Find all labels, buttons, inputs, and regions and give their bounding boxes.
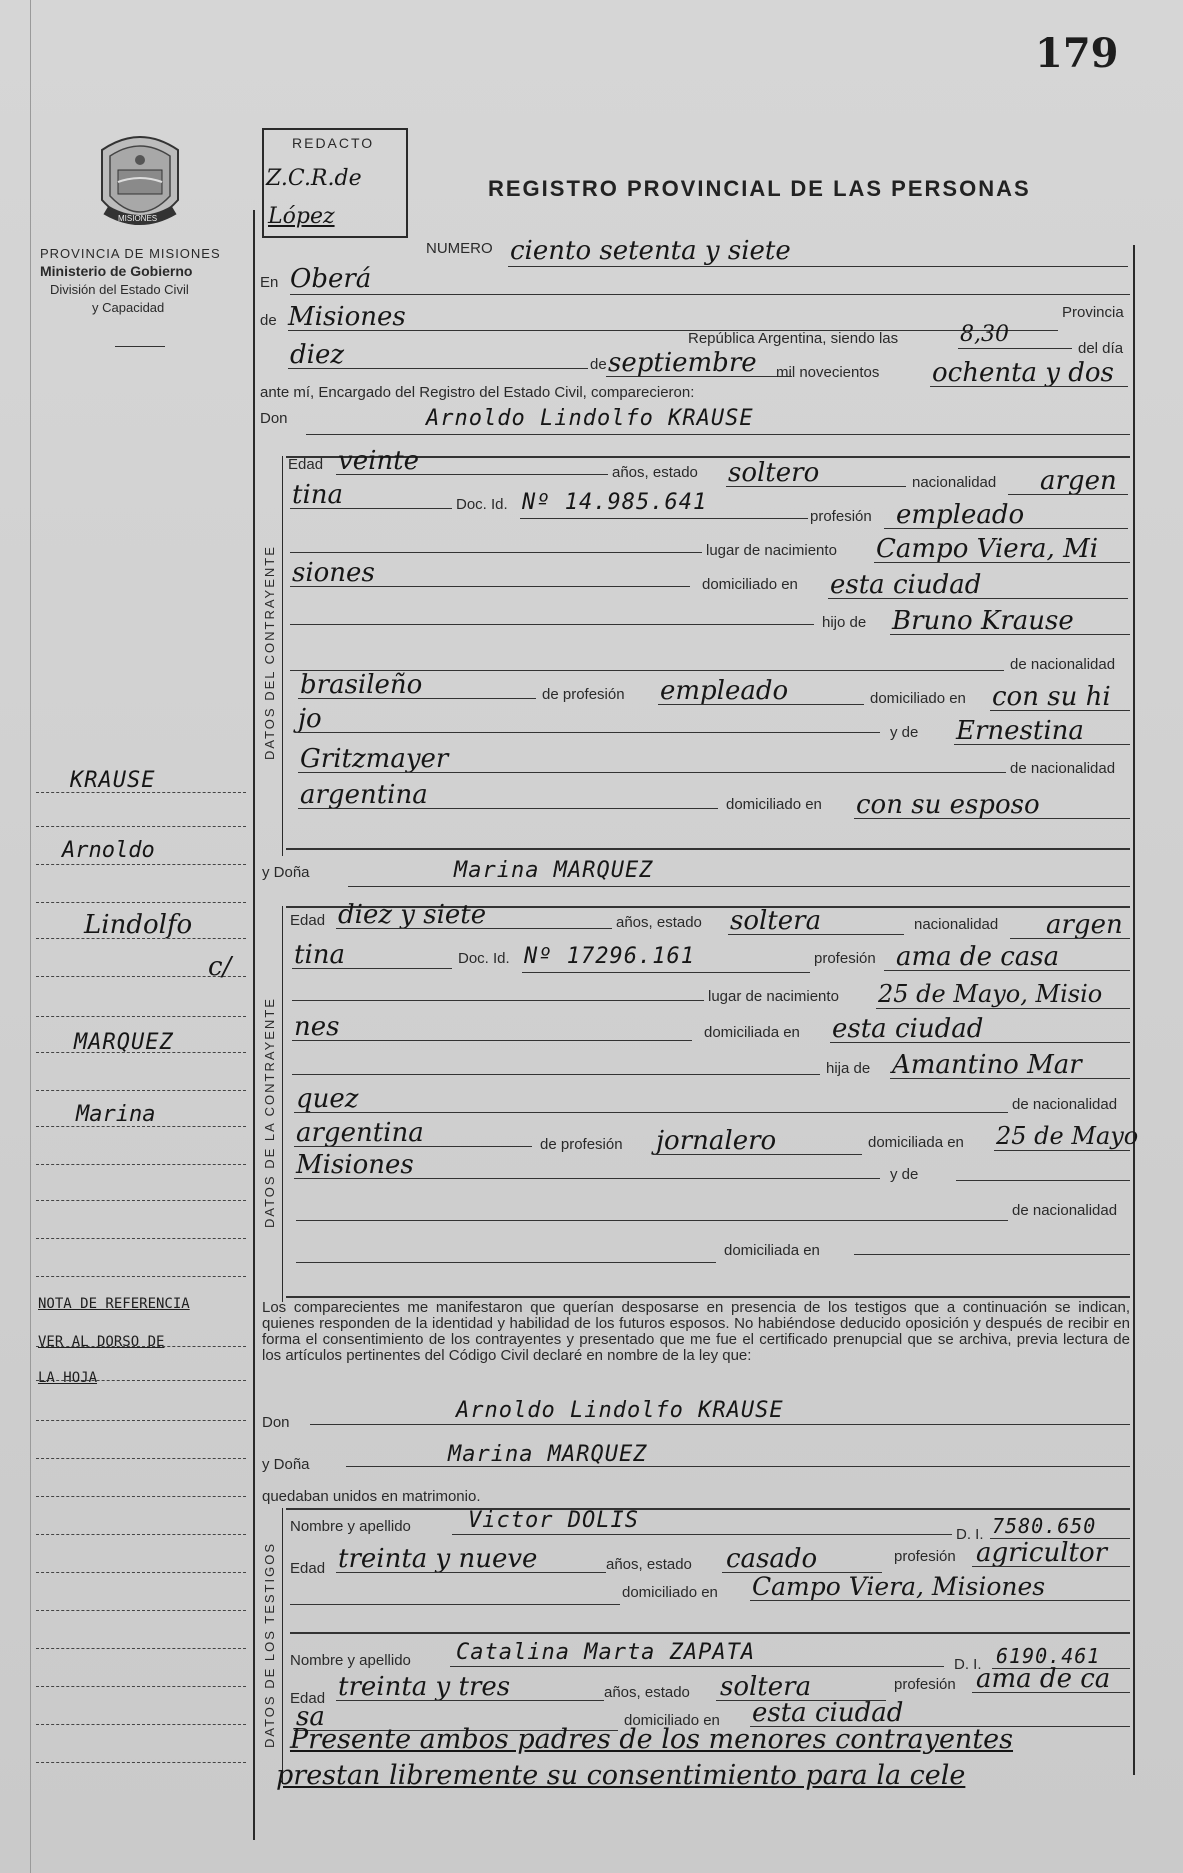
margin-line bbox=[36, 1200, 246, 1201]
f-padre-nac-rule bbox=[294, 1146, 532, 1147]
c-domic-rule-a bbox=[290, 586, 690, 587]
t2-prof-label: profesión bbox=[894, 1676, 956, 1693]
ministry-line-1: PROVINCIA DE MISIONES bbox=[40, 246, 221, 261]
t2-nombre-label: Nombre y apellido bbox=[290, 1652, 411, 1669]
c-hijo-rule-a bbox=[290, 624, 814, 625]
testigos-left-bar bbox=[282, 1508, 283, 1784]
t1-domic-rule bbox=[750, 1600, 1130, 1601]
c-madre-domic: con su esposo bbox=[856, 790, 1040, 820]
c-yde-rule-a bbox=[296, 732, 880, 733]
c-edad-label: Edad bbox=[288, 456, 324, 473]
f-lugar-value: 25 de Mayo, Misio bbox=[878, 980, 1103, 1008]
dia-value: diez bbox=[290, 340, 345, 370]
c-prof-rule bbox=[884, 528, 1128, 529]
c-edad-value: veinte bbox=[338, 446, 419, 476]
ministry-line-4: y Capacidad bbox=[92, 300, 165, 315]
margin-line bbox=[36, 902, 246, 903]
c-domic-rule bbox=[828, 598, 1128, 599]
dona-rule bbox=[348, 886, 1130, 887]
f-de-prof-label: de profesión bbox=[540, 1136, 623, 1153]
c-y-de-label: y de bbox=[890, 724, 919, 741]
f-yde-rule-a bbox=[294, 1178, 880, 1179]
ministry-line-2: Ministerio de Gobierno bbox=[40, 263, 193, 279]
redacto-label: REDACTO bbox=[292, 135, 375, 151]
c-padre-domic: con su hi bbox=[992, 682, 1111, 712]
mes-value: septiembre bbox=[608, 348, 757, 378]
f-anos-label: años, estado bbox=[616, 914, 702, 931]
contrayente-left-bar bbox=[282, 456, 283, 856]
f-padre-value: Amantino Mar bbox=[892, 1050, 1082, 1080]
decl-dona-value: Marina MARQUEZ bbox=[448, 1442, 648, 1467]
t1-prof-label: profesión bbox=[894, 1548, 956, 1565]
c-madre-rule bbox=[954, 744, 1130, 745]
c-padre-domic-2: jo bbox=[298, 704, 322, 734]
f-padre-value-2: quez bbox=[296, 1084, 359, 1114]
c-lugar-value-2: siones bbox=[292, 558, 375, 588]
c-madre-domic-label: domiciliado en bbox=[726, 796, 822, 813]
margin-line bbox=[36, 1458, 246, 1459]
t1-anos-label: años, estado bbox=[606, 1556, 692, 1573]
f-lugar-rule-a bbox=[292, 1000, 704, 1001]
f-padre-domic-label: domiciliada en bbox=[868, 1134, 964, 1151]
margin-line bbox=[36, 1238, 246, 1239]
f-nac2-rule bbox=[292, 968, 452, 969]
seal-text: MISIONES bbox=[118, 214, 158, 223]
en-label: En bbox=[260, 274, 279, 291]
margin-line bbox=[36, 1016, 246, 1017]
c-padre-prof: empleado bbox=[660, 676, 789, 706]
f-edad-label: Edad bbox=[290, 912, 326, 929]
margin-name-3: Lindolfo bbox=[84, 910, 193, 940]
c-padre-domic-label: domiciliado en bbox=[870, 690, 966, 707]
f-de-nac-label: de nacionalidad bbox=[1012, 1096, 1118, 1113]
t1-nombre-rule bbox=[452, 1534, 952, 1535]
f-doc-label: Doc. Id. bbox=[458, 950, 510, 967]
c-madre-nac-rule-a bbox=[298, 772, 1006, 773]
republica-text: República Argentina, siendo las bbox=[688, 330, 899, 347]
f-padre-domic-2: Misiones bbox=[296, 1150, 414, 1180]
c-padre-rule bbox=[890, 634, 1130, 635]
f-padre-nac-rule-a bbox=[294, 1112, 1008, 1113]
de-label: de bbox=[260, 312, 277, 329]
margin-line bbox=[36, 1276, 246, 1277]
c-doc-rule bbox=[520, 518, 808, 519]
c-domic-value: esta ciudad bbox=[830, 570, 982, 600]
mil-text: mil novecientos bbox=[776, 364, 880, 381]
c-madre-nac: argentina bbox=[300, 780, 428, 810]
f-hija-label: hija de bbox=[826, 1060, 871, 1077]
t1-edad-rule bbox=[336, 1572, 606, 1573]
don-label: Don bbox=[260, 410, 288, 427]
c-prof-label: profesión bbox=[810, 508, 872, 525]
testigos-mid-rule bbox=[290, 1632, 1130, 1634]
decl-don-value: Arnoldo Lindolfo KRAUSE bbox=[456, 1398, 784, 1423]
f-madre-rule bbox=[956, 1180, 1130, 1181]
f-doc-rule bbox=[522, 972, 810, 973]
margin-note-3: LA HOJA bbox=[38, 1370, 98, 1386]
decl-dona-label: y Doña bbox=[262, 1456, 310, 1473]
nota-line-2: prestan libremente su consentimiento para la cele bbox=[276, 1760, 966, 1791]
c-madre-value-2: Gritzmayer bbox=[300, 744, 449, 774]
t2-prof-rule bbox=[972, 1692, 1130, 1693]
numero-label: NUMERO bbox=[426, 240, 493, 257]
c-nac-value-2: tina bbox=[292, 480, 344, 510]
c-edad-rule bbox=[336, 474, 608, 475]
ministry-line-3: División del Estado Civil bbox=[50, 282, 189, 297]
f-y-de-label: y de bbox=[890, 1166, 919, 1183]
dona-value: Marina MARQUEZ bbox=[454, 858, 654, 883]
f-de-nac-label-2: de nacionalidad bbox=[1012, 1202, 1118, 1219]
t1-prof-value: agricultor bbox=[976, 1538, 1108, 1568]
t1-estado-value: casado bbox=[726, 1544, 818, 1574]
c-prof-value: empleado bbox=[896, 500, 1025, 530]
t1-domic-label: domiciliado en bbox=[622, 1584, 718, 1601]
c-estado-rule bbox=[726, 486, 906, 487]
margin-line bbox=[36, 1724, 246, 1725]
margin-name-5: MARQUEZ bbox=[74, 1030, 174, 1055]
f-nac-value: argen bbox=[1046, 910, 1123, 940]
c-madre-domic-rule bbox=[854, 818, 1130, 819]
numero-value: ciento setenta y siete bbox=[510, 236, 791, 266]
f-madre-domic-rule-a bbox=[296, 1262, 716, 1263]
t2-prof-value: ama de ca bbox=[976, 1664, 1111, 1694]
c-doc-label: Doc. Id. bbox=[456, 496, 508, 513]
margin-line bbox=[36, 1164, 246, 1165]
c-madre-value: Ernestina bbox=[956, 716, 1084, 746]
anio-rule bbox=[930, 386, 1128, 387]
f-nac-label: nacionalidad bbox=[914, 916, 999, 933]
f-estado-rule bbox=[728, 934, 904, 935]
t2-nombre-rule bbox=[450, 1666, 944, 1667]
hora-value: 8,30 bbox=[960, 322, 1009, 347]
f-nac-rule bbox=[1010, 938, 1130, 939]
t1-nombre-value: Victor DOLIS bbox=[468, 1508, 639, 1533]
c-madre-nac-rule bbox=[298, 808, 718, 809]
t2-anos-label: años, estado bbox=[604, 1684, 690, 1701]
c-padre-prof-rule bbox=[658, 704, 864, 705]
t1-edad-label: Edad bbox=[290, 1560, 326, 1577]
f-domic-value: esta ciudad bbox=[832, 1014, 984, 1044]
f-doc-value: Nº 17296.161 bbox=[524, 944, 695, 969]
don-rule bbox=[306, 434, 1130, 435]
c-estado-value: soltero bbox=[728, 458, 820, 488]
c-padre-value: Bruno Krause bbox=[892, 606, 1074, 636]
f-madre-domic-label: domiciliada en bbox=[724, 1242, 820, 1259]
c-anos-label: años, estado bbox=[612, 464, 698, 481]
ante-text: ante mí, Encargado del Registro del Estado Civil, comparecieron: bbox=[260, 384, 695, 401]
f-prof-label: profesión bbox=[814, 950, 876, 967]
en-value: Oberá bbox=[290, 264, 372, 294]
f-nac-value-2: tina bbox=[294, 940, 346, 970]
redacto-hand: Z.C.R.de bbox=[266, 166, 362, 191]
f-padre-domic: 25 de Mayo bbox=[996, 1122, 1139, 1150]
c-lugar-rule bbox=[874, 562, 1130, 563]
contrayente-side-label: DATOS DEL CONTRAYENTE bbox=[262, 545, 277, 760]
c-nac2-rule bbox=[290, 508, 452, 509]
hora-rule bbox=[958, 348, 1072, 349]
del-dia-label: del día bbox=[1078, 340, 1124, 357]
f-prof-rule bbox=[884, 970, 1130, 971]
t2-edad-value: treinta y tres bbox=[338, 1672, 511, 1702]
mes-rule bbox=[606, 376, 792, 377]
margin-line bbox=[36, 1610, 246, 1611]
main-left-border bbox=[253, 210, 255, 1840]
contrayente-bottom-rule bbox=[286, 848, 1130, 850]
margin-line bbox=[36, 1648, 246, 1649]
decl-dona-rule bbox=[346, 1466, 1130, 1467]
t1-di-label: D. I. bbox=[956, 1526, 984, 1543]
c-nac-value: argen bbox=[1040, 466, 1117, 496]
decl-don-rule bbox=[310, 1424, 1130, 1425]
f-domic-rule bbox=[830, 1042, 1130, 1043]
f-edad-rule bbox=[336, 928, 612, 929]
de-value: Misiones bbox=[288, 302, 406, 332]
anio-value: ochenta y dos bbox=[932, 358, 1114, 388]
t2-domic-value: esta ciudad bbox=[752, 1698, 904, 1728]
margin-note-2: VER AL DORSO DE bbox=[38, 1334, 165, 1350]
f-lugar-rule bbox=[876, 1008, 1130, 1009]
f-domic-label: domiciliada en bbox=[704, 1024, 800, 1041]
dia-rule bbox=[288, 368, 588, 369]
margin-name-2: Arnoldo bbox=[62, 838, 155, 863]
page-number: 179 bbox=[1035, 30, 1119, 77]
margin-line bbox=[36, 1572, 246, 1573]
t2-nombre-value: Catalina Marta ZAPATA bbox=[456, 1640, 756, 1665]
margin-line bbox=[36, 1090, 246, 1091]
decl-don-label: Don bbox=[262, 1414, 290, 1431]
c-doc-value: Nº 14.985.641 bbox=[522, 490, 708, 515]
margin-name-1: KRAUSE bbox=[70, 768, 156, 793]
document-title: REGISTRO PROVINCIAL DE LAS PERSONAS bbox=[488, 176, 1031, 201]
page-edge bbox=[30, 0, 31, 1873]
c-nac-label: nacionalidad bbox=[912, 474, 997, 491]
c-de-prof-label: de profesión bbox=[542, 686, 625, 703]
t2-prof-value-2: sa bbox=[296, 1702, 325, 1732]
margin-name-4: c/ bbox=[208, 952, 232, 982]
f-lugar-value-2: nes bbox=[294, 1012, 340, 1042]
c-hijo-label: hijo de bbox=[822, 614, 867, 631]
nota-line-1: Presente ambos padres de los menores contrayentes bbox=[290, 1724, 1014, 1755]
contrayenta-left-bar bbox=[282, 906, 283, 1302]
f-padre-prof: jornalero bbox=[656, 1126, 777, 1156]
c-nac-rule bbox=[1008, 494, 1128, 495]
t1-prof-rule bbox=[972, 1566, 1130, 1567]
unidos-text: quedaban unidos en matrimonio. bbox=[262, 1488, 481, 1505]
f-estado-value: soltera bbox=[730, 906, 822, 936]
main-right-border bbox=[1133, 245, 1135, 1775]
c-padre-nac-rule bbox=[298, 698, 536, 699]
t2-domic-label: domiciliado en bbox=[624, 1712, 720, 1729]
t2-estado-value: soltera bbox=[720, 1672, 812, 1702]
t1-di-value: 7580.650 bbox=[992, 1514, 1097, 1538]
numero-rule bbox=[508, 266, 1128, 267]
margin-name-6: Marina bbox=[76, 1102, 156, 1127]
t1-domic-value: Campo Viera, Misiones bbox=[752, 1572, 1046, 1601]
f-domic-rule-a bbox=[292, 1040, 692, 1041]
c-lugar-label: lugar de nacimiento bbox=[706, 542, 837, 559]
c-padre-domic-rule bbox=[990, 710, 1130, 711]
t2-edad-rule bbox=[336, 1700, 604, 1701]
f-padre-domic-rule bbox=[994, 1150, 1130, 1151]
ministry-divider bbox=[115, 346, 165, 347]
f-lugar-label: lugar de nacimiento bbox=[708, 988, 839, 1005]
c-lugar-value: Campo Viera, Mi bbox=[876, 534, 1099, 564]
margin-line bbox=[36, 864, 246, 865]
margin-note-1: NOTA DE REFERENCIA bbox=[38, 1296, 190, 1312]
f-prof-value: ama de casa bbox=[896, 942, 1060, 972]
en-rule bbox=[290, 294, 1130, 295]
c-de-nac-label-2: de nacionalidad bbox=[1010, 760, 1116, 777]
don-value: Arnoldo Lindolfo KRAUSE bbox=[426, 406, 754, 431]
c-domic-label: domiciliado en bbox=[702, 576, 798, 593]
t2-edad-label: Edad bbox=[290, 1690, 326, 1707]
contrayenta-bottom-rule bbox=[286, 1296, 1130, 1298]
f-padre-prof-rule bbox=[654, 1154, 862, 1155]
declaration-text: Los comparecientes me manifestaron que querían desposarse en presencia de los testigos que a continuación se indican, quienes responden de la identidad y habilidad de los futuros esposos. No habiéndose deducido oposición y después de recibir en forma el consentimiento de los contrayentes y presentado que me fue el certificado prenupcial que se archiva, previa lectura de los artículos pertinentes del Código Civil declaré en nombre de la ley que: bbox=[262, 1299, 1130, 1364]
margin-line bbox=[36, 1762, 246, 1763]
f-madre-nac-rule-a bbox=[296, 1220, 1008, 1221]
dona-label: y Doña bbox=[262, 864, 310, 881]
t2-di-label: D. I. bbox=[954, 1656, 982, 1673]
c-de-nac-label: de nacionalidad bbox=[1010, 656, 1116, 673]
t2-di-value: 6190.461 bbox=[996, 1644, 1101, 1668]
t1-domic-rule-a bbox=[290, 1604, 620, 1605]
provincia-label: Provincia bbox=[1062, 304, 1124, 321]
c-padre-nac: brasileño bbox=[300, 670, 423, 700]
testigos-side-label: DATOS DE LOS TESTIGOS bbox=[262, 1542, 277, 1748]
contrayenta-side-label: DATOS DE LA CONTRAYENTE bbox=[262, 997, 277, 1228]
margin-line bbox=[36, 1496, 246, 1497]
margin-line bbox=[36, 1686, 246, 1687]
t1-edad-value: treinta y nueve bbox=[338, 1544, 538, 1574]
t1-nombre-label: Nombre y apellido bbox=[290, 1518, 411, 1535]
de-rule bbox=[288, 330, 1058, 331]
f-padre-nac: argentina bbox=[296, 1118, 424, 1148]
margin-line bbox=[36, 826, 246, 827]
de-mes-label: de bbox=[590, 356, 607, 373]
f-padre-rule bbox=[890, 1078, 1130, 1079]
c-lugar-rule-a bbox=[290, 552, 702, 553]
provincial-seal bbox=[92, 130, 188, 240]
f-hija-rule-a bbox=[292, 1074, 820, 1075]
testigos-top-rule bbox=[286, 1508, 1130, 1510]
f-edad-value: diez y siete bbox=[338, 900, 487, 930]
margin-line bbox=[36, 1420, 246, 1421]
redacto-hand-2: López bbox=[268, 204, 335, 229]
margin-line bbox=[36, 1534, 246, 1535]
f-madre-domic-rule bbox=[854, 1254, 1130, 1255]
